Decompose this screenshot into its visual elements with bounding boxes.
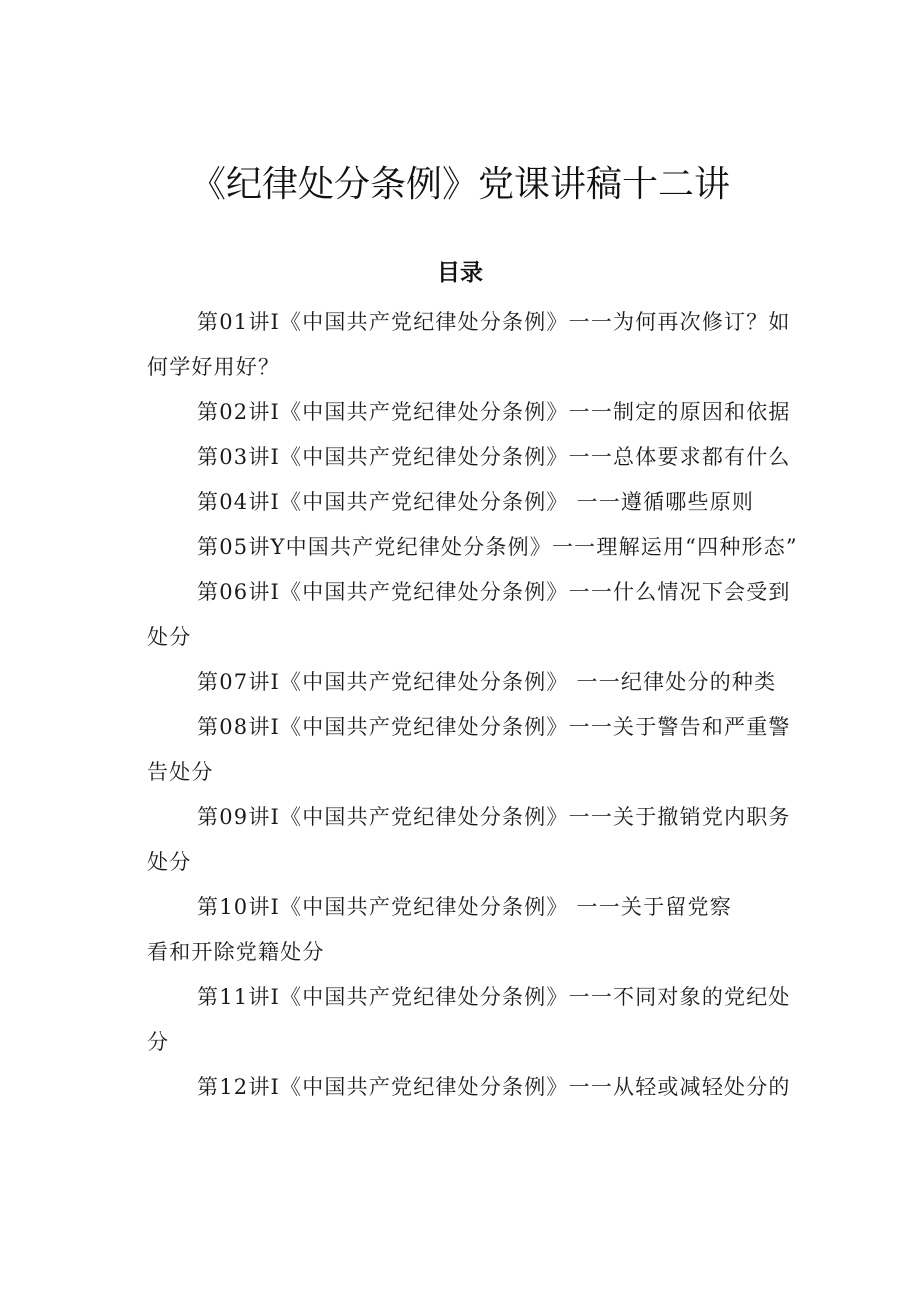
toc-entry-04[interactable] <box>147 480 807 525</box>
toc-entry-text: 第02讲I《中国共产党纪律处分条例》一一制定的原因和依据 <box>197 400 791 424</box>
document-title: 《纪律处分条例》党课讲稿十二讲 <box>189 164 730 205</box>
toc-entry-10[interactable] <box>147 885 807 975</box>
toc-entry-09[interactable] <box>147 795 807 885</box>
toc-entry-text: 第03讲I《中国共产党纪律处分条例》一一总体要求都有什么 <box>197 445 791 469</box>
toc-entry-11[interactable] <box>147 975 807 1065</box>
toc-entry-text: 第08讲I《中国共产党纪律处分条例》一一关于警告和严重警 <box>197 715 791 739</box>
toc-entry-text: 第07讲I《中国共产党纪律处分条例》 一一纪律处分的种类 <box>197 670 777 694</box>
toc-entry-text: 第01讲I《中国共产党纪律处分条例》一一为何再次修订？如 <box>197 310 791 334</box>
toc-entry-08[interactable] <box>147 705 807 795</box>
toc-entry-continuation: 处分 <box>147 625 192 649</box>
toc-entry-05[interactable] <box>147 525 807 570</box>
toc-entry-continuation: 告处分 <box>147 760 214 784</box>
table-of-contents <box>147 300 807 1110</box>
toc-entry-continuation: 何学好用好？ <box>147 355 281 379</box>
toc-entry-text: 第10讲I《中国共产党纪律处分条例》 一一关于留党察 <box>197 895 732 919</box>
toc-entry-text: 第12讲I《中国共产党纪律处分条例》一一从轻或减轻处分的 <box>197 1075 791 1099</box>
toc-entry-text: 第09讲I《中国共产党纪律处分条例》一一关于撤销党内职务 <box>197 805 791 829</box>
toc-entry-text: 第11讲I《中国共产党纪律处分条例》一一不同对象的党纪处 <box>197 985 791 1009</box>
toc-entry-text: 第04讲I《中国共产党纪律处分条例》 一一遵循哪些原则 <box>197 490 755 514</box>
toc-entry-12[interactable] <box>147 1065 807 1110</box>
toc-entry-01[interactable] <box>147 300 807 390</box>
toc-heading: 目录 <box>437 260 483 286</box>
toc-entry-06[interactable] <box>147 570 807 660</box>
toc-entry-continuation: 看和开除党籍处分 <box>147 940 325 964</box>
toc-entry-text: 第05讲Y中国共产党纪律处分条例》一一理解运用“四种形态” <box>197 535 798 559</box>
toc-entry-continuation: 分 <box>147 1030 170 1054</box>
toc-entry-07[interactable] <box>147 660 807 705</box>
toc-entry-text: 第06讲I《中国共产党纪律处分条例》一一什么情况下会受到 <box>197 580 791 604</box>
toc-entry-03[interactable] <box>147 435 807 480</box>
toc-entry-02[interactable] <box>147 390 807 435</box>
toc-entry-continuation: 处分 <box>147 850 192 874</box>
